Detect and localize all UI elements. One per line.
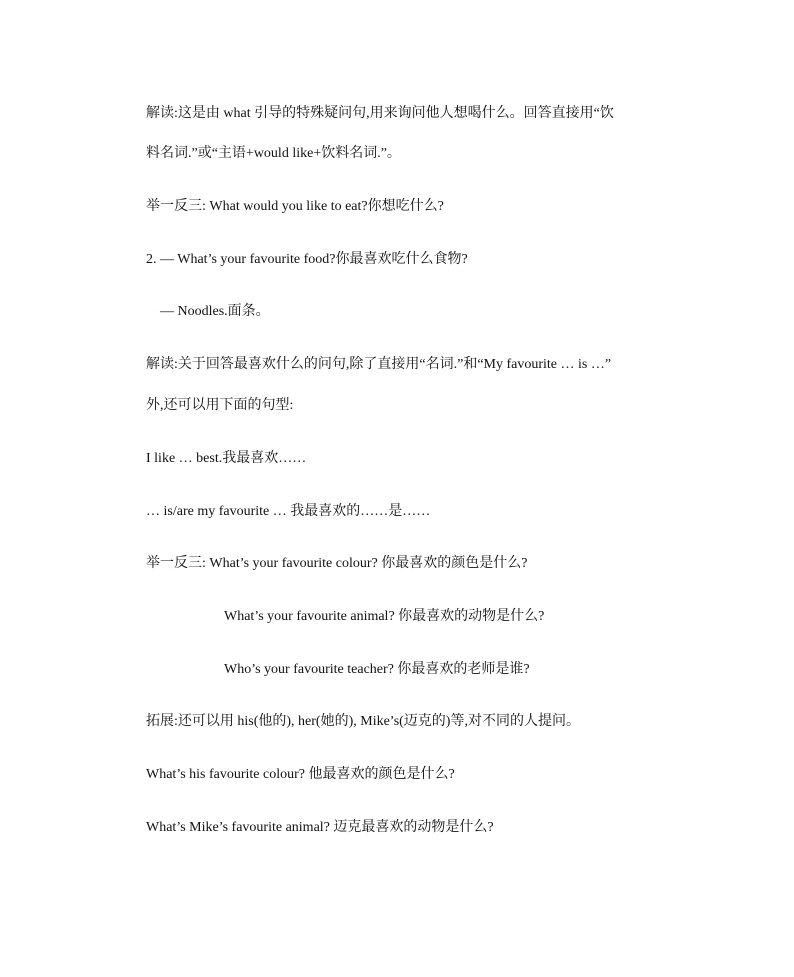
practice-example-eat: 举一反三: What would you like to eat?你想吃什么? (146, 199, 444, 214)
extension-example-mike: What’s Mike’s favourite animal? 迈克最喜欢的动物是什么? (146, 820, 494, 835)
practice-favourite-teacher: Who’s your favourite teacher? 你最喜欢的老师是谁? (224, 662, 530, 677)
practice-favourite-animal: What’s your favourite animal? 你最喜欢的动物是什么? (224, 609, 545, 624)
question-2-favourite-food: 2. — What’s your favourite food?你最喜欢吃什么食物? (146, 252, 468, 267)
practice-favourite-colour: 举一反三: What’s your favourite colour? 你最喜欢的颜色是什么? (146, 556, 528, 571)
answer-noodles: — Noodles.面条。 (160, 304, 270, 319)
extension-note: 拓展:还可以用 his(他的), her(她的), Mike’s(迈克的)等,对不同的人提问。 (146, 714, 580, 729)
explanation-what-line-2: 料名词.”或“主语+would like+饮料名词.”。 (146, 146, 401, 161)
pattern-i-like-best: I like … best.我最喜欢…… (146, 451, 307, 466)
extension-example-his: What’s his favourite colour? 他最喜欢的颜色是什么? (146, 767, 455, 782)
explanation-what-line-1: 解读:这是由 what 引导的特殊疑问句,用来询问他人想喝什么。回答直接用“饮 (146, 106, 614, 121)
pattern-is-my-favourite: … is/are my favourite … 我最喜欢的……是…… (146, 504, 431, 519)
explanation-favourite-line-2: 外,还可以用下面的句型: (146, 398, 294, 413)
explanation-favourite-line-1: 解读:关于回答最喜欢什么的问句,除了直接用“名词.”和“My favourite … is …” (146, 357, 612, 372)
